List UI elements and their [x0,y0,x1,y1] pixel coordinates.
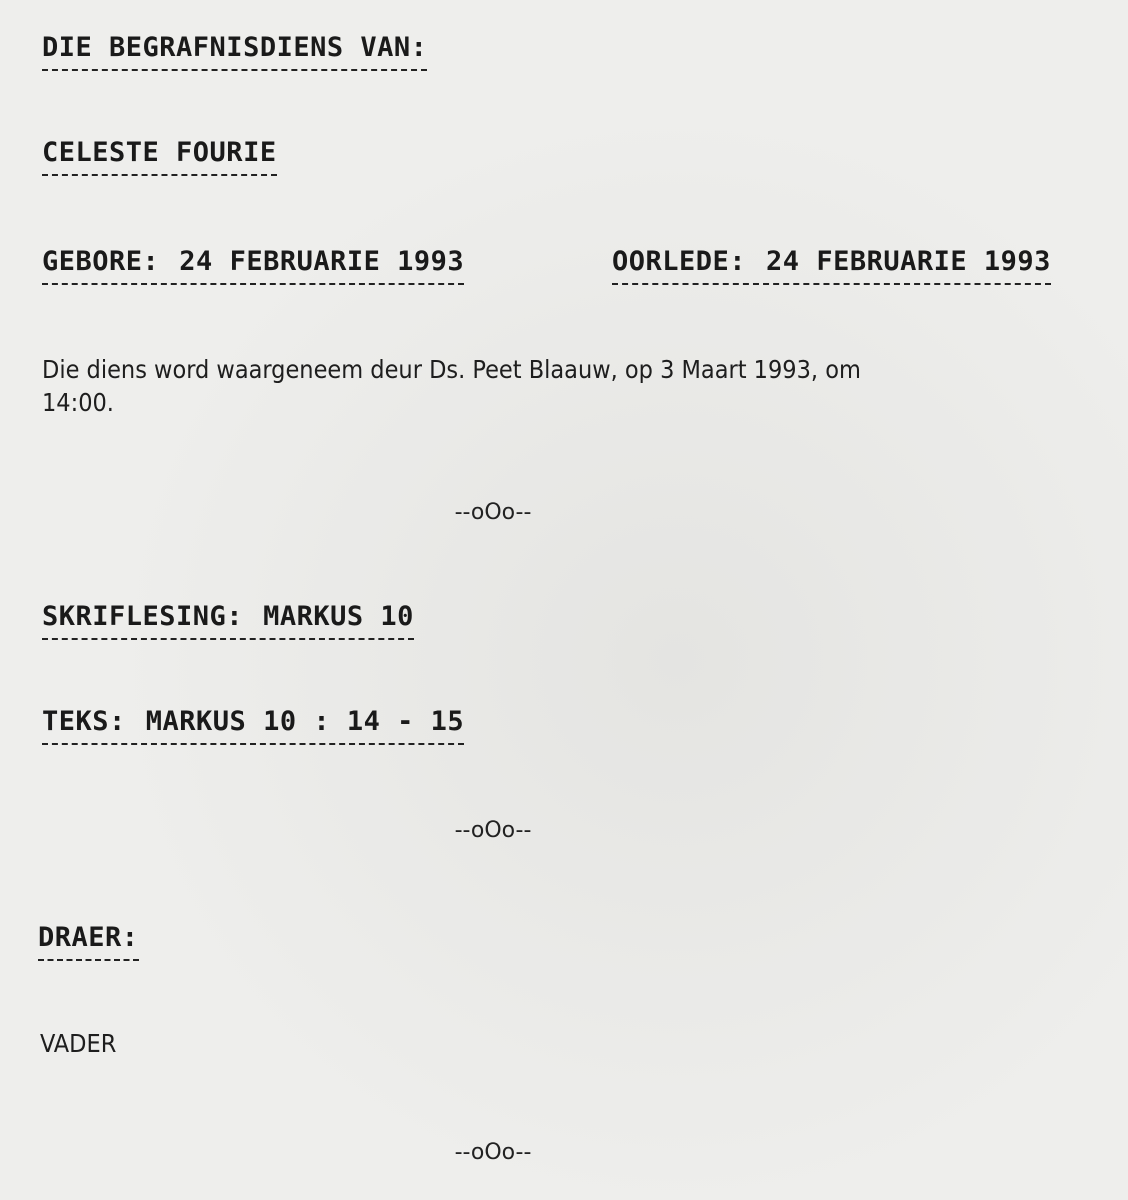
text-label: TEKS: [42,706,126,737]
separator-2: --oOo-- [454,818,532,843]
separator-3: --oOo-- [454,1140,532,1165]
born-date: 24 FEBRUARIE 1993 [179,246,465,277]
service-line-2: 14:00. [42,388,114,417]
service-line-1: Die diens word waargeneem deur Ds. Peet Blaauw, op 3 Maart 1993, om [42,355,861,384]
text-value: MARKUS 10 : 14 - 15 [145,706,465,737]
bearer-value: VADER [40,1029,117,1058]
died-date: 24 FEBRUARIE 1993 [766,246,1051,277]
scripture-reading [42,601,414,640]
death-date-line [612,246,1051,285]
service-details [42,353,861,419]
document-title [42,32,427,71]
name-text: CELESTE FOURIE [42,137,277,168]
title-text: DIE BEGRAFNISDIENS VAN: [42,32,428,63]
reading-label: SKRIFLESING: [42,601,244,632]
reading-value: MARKUS 10 [263,601,414,632]
birth-date-line [42,246,464,285]
bearer-label: DRAER: [38,922,139,953]
born-label: GEBORE: [42,246,160,277]
bearer-heading [38,922,139,961]
separator-1: --oOo-- [454,500,532,525]
sermon-text [42,706,464,745]
deceased-name [42,137,277,176]
died-label: OORLEDE: [612,246,747,277]
